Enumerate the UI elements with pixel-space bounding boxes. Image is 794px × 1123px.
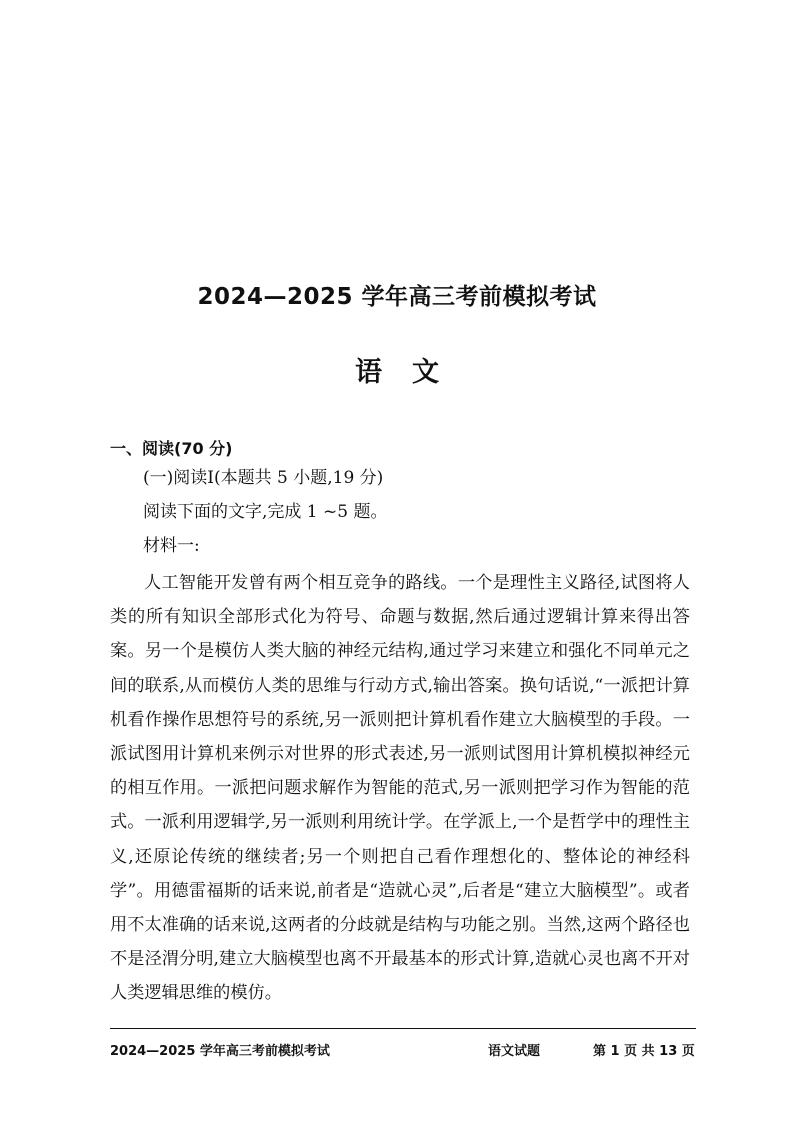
footer-exam-name: 2024—2025 学年高三考前模拟考试 [110,1044,330,1059]
material-label: 材料一: [143,536,200,556]
footer-paper-name: 语文试题 [488,1044,541,1059]
reading-passage: 人工智能开发曾有两个相互竞争的路线。一个是理性主义路径,试图将人类的所有知识全部形式化为符号、命题与数据,然后通过逻辑计算来得出答案。另一个是模仿人类大脑的神经元结构,通过学习来建立和强化不同单元之间的联系,从而模仿人类的思维与行动方式,输出答案。换句话说,“一派把计算机看作操作思想符号的系统,另一派则把计算机看作建立大脑模型的手段。一派试图用计算机来例示对世界的形式表述,另一派则试图用计算机模拟神经元的相互作用。一派把问题求解作为智能的范式,另一派则把学习作为智能的范式。一派利用逻辑学,另一派则利用统计学。在学派上,一个是哲学中的理性主义,还原论传统的继续者;另一个则把自己看作理想化的、整体论的神经科学”。用德雷福斯的话来说,前者是“造就心灵”,后者是“建立大脑模型”。或者用不太准确的话来说,这两者的分歧就是结构与功能之别。当然,这两个路径也不是泾渭分明,建立大脑模型也离不开最基本的形式计算,造就心灵也离不开对人类逻辑思维的模仿。 [110,573,690,1004]
footer-divider [110,1028,696,1029]
subject-title: 语文 [355,357,469,388]
instruction-text: 阅读下面的文字,完成 1 ~5 题。 [143,502,388,522]
section-heading: 一、阅读(70 分) [110,439,233,458]
exam-title: 2024—2025 学年高三考前模拟考试 [197,284,597,310]
footer-page-number: 第 1 页 共 13 页 [593,1044,695,1059]
subsection-heading: (一)阅读Ⅰ(本题共 5 小题,19 分) [143,468,384,488]
